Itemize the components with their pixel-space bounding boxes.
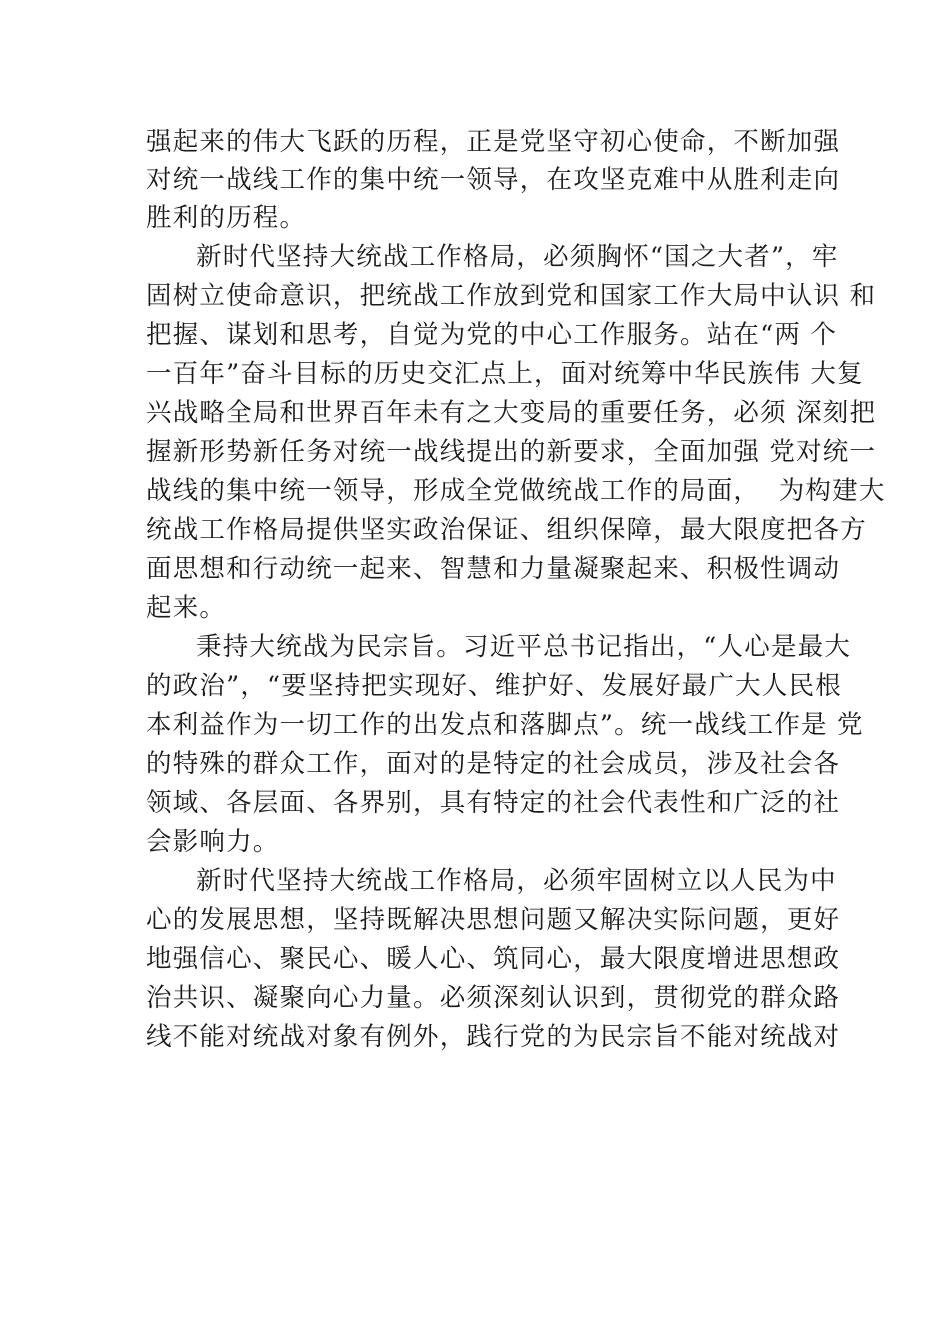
text-line: 兴战略全局和世界百年未有之大变局的重要任务，必须 深刻把 [146, 398, 877, 428]
text-line: 起来。 [146, 593, 227, 623]
text-line: 面思想和行动统一起来、智慧和力量凝聚起来、积极性调动 [146, 554, 841, 584]
text-line: 一百年”奋斗目标的历史交汇点上，面对统筹中华民族伟 大复 [146, 359, 864, 389]
text-line: 领域、各层面、各界别，具有特定的社会代表性和广泛的社 [146, 788, 841, 818]
text-line: 战线的集中统一领导，形成全党做统战工作的局面， 为构建大 [146, 476, 886, 506]
paragraph-first-line: 新时代坚持大统战工作格局，必须胸怀“国之大者”，牢 [196, 242, 839, 272]
text-line: 的政治”，“要坚持把实现好、维护好、发展好最广大人民根 [146, 671, 842, 701]
text-line: 治共识、凝聚向心力量。必须深刻认识到，贯彻党的群众路 [146, 983, 841, 1013]
text-line: 统战工作格局提供坚实政治保证、组织保障，最大限度把各方 [146, 515, 867, 545]
text-line: 把握、谋划和思考，自觉为党的中心工作服务。站在“两 个 [146, 320, 838, 350]
text-line: 强起来的伟大飞跃的历程，正是党坚守初心使命，不断加强 [146, 127, 841, 157]
text-line: 的特殊的群众工作，面对的是特定的社会成员，涉及社会各 [146, 749, 841, 779]
text-line: 线不能对统战对象有例外，践行党的为民宗旨不能对统战对 [146, 1022, 841, 1052]
text-line: 固树立使命意识，把统战工作放到党和国家工作大局中认识 和 [146, 281, 877, 311]
text-line: 会影响力。 [146, 827, 280, 857]
text-line: 地强信心、聚民心、暖人心、筑同心，最大限度增进思想政 [146, 944, 841, 974]
paragraph-first-line: 秉持大统战为民宗旨。习近平总书记指出，“人心是最大 [196, 632, 852, 662]
text-line: 对统一战线工作的集中统一领导，在攻坚克难中从胜利走向 [146, 165, 841, 195]
text-line: 胜利的历程。 [146, 203, 307, 233]
text-line: 心的发展思想，坚持既解决思想问题又解决实际问题，更好 [146, 905, 841, 935]
text-line: 本利益作为一切工作的出发点和落脚点”。统一战线工作是 党 [146, 710, 864, 740]
paragraph-first-line: 新时代坚持大统战工作格局，必须牢固树立以人民为中 [196, 866, 837, 896]
text-line: 握新形势新任务对统一战线提出的新要求，全面加强 党对统一 [146, 437, 877, 467]
